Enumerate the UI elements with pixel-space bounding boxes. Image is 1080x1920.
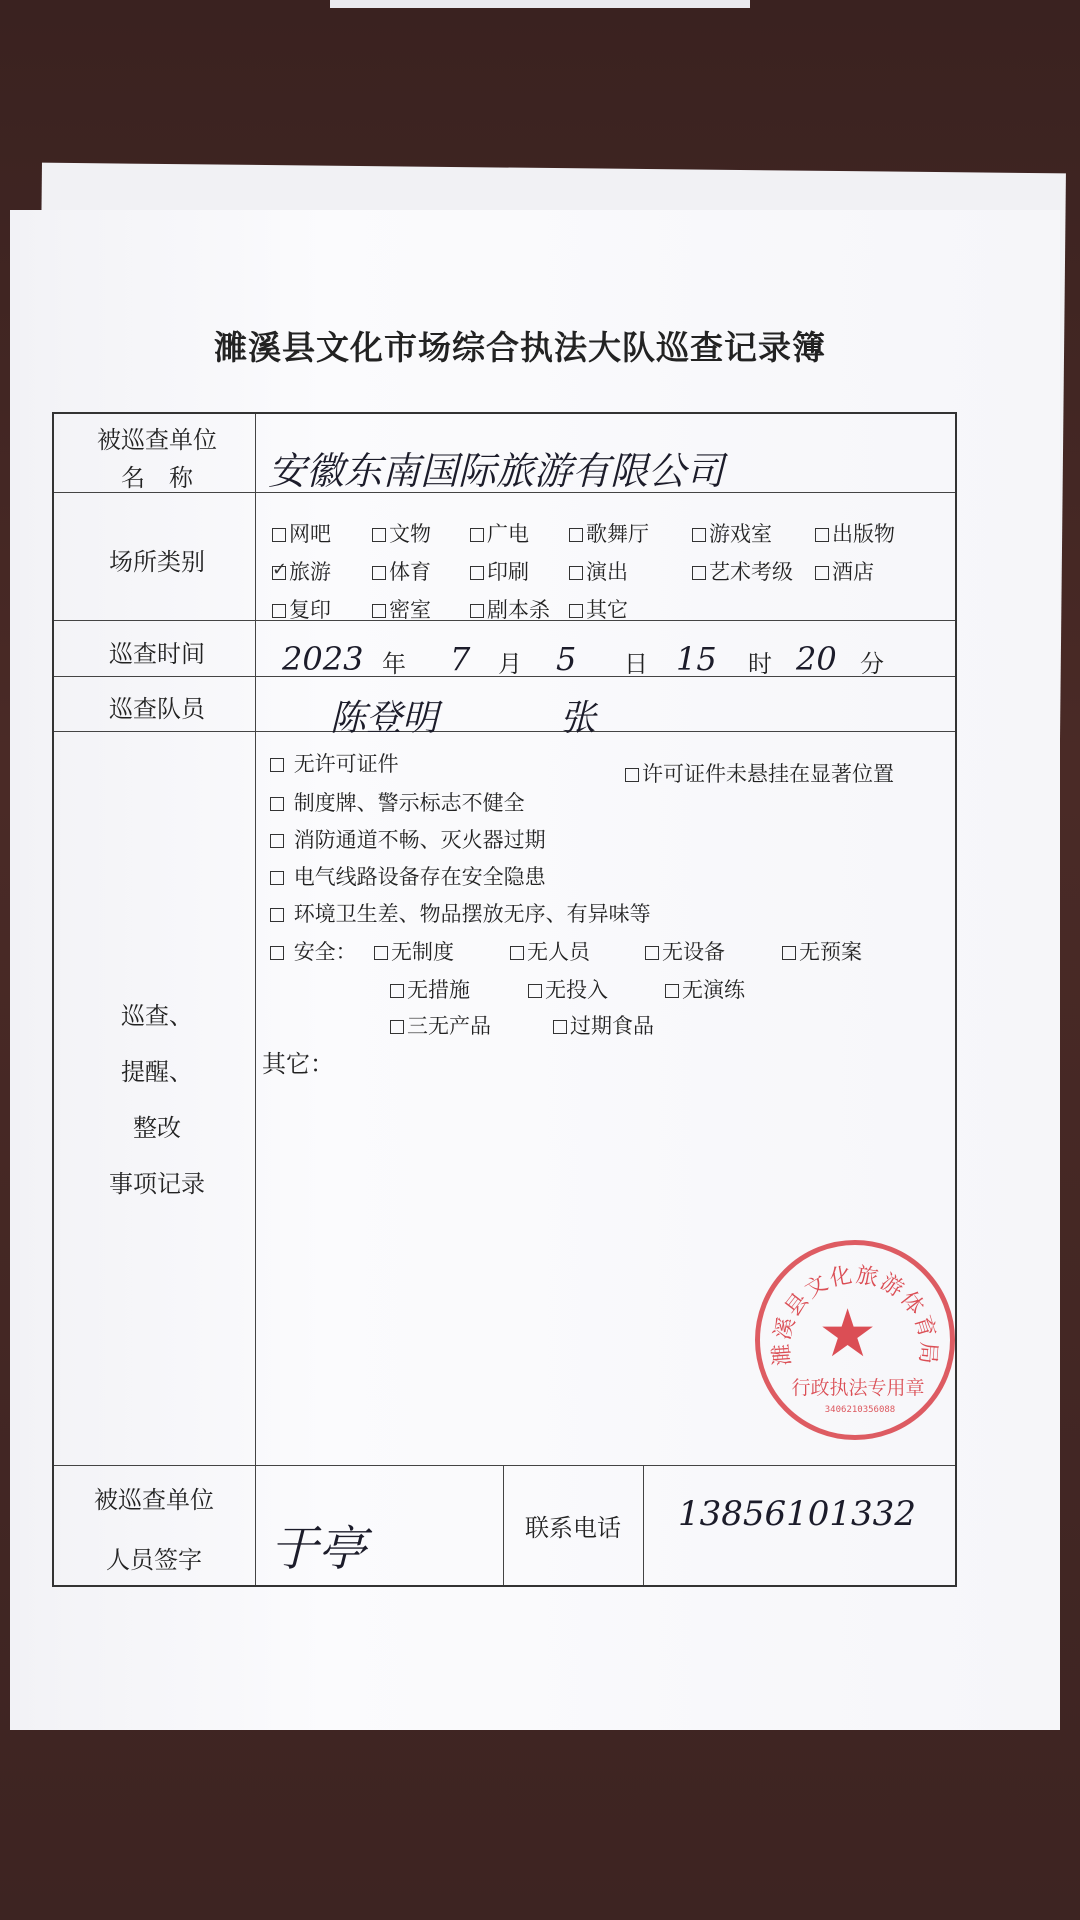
signature-label-line-2: 人员签字 (106, 1546, 202, 1574)
venue-label: 场所类别 (109, 548, 205, 576)
checkbox[interactable] (528, 984, 542, 998)
venue-option: 游戏室 (692, 518, 772, 548)
column-divider (255, 414, 256, 1585)
venue-option: 歌舞厅 (569, 518, 649, 548)
checkbox[interactable] (510, 946, 524, 960)
checkbox[interactable] (553, 1020, 567, 1034)
checkbox[interactable] (569, 604, 583, 618)
time-month-unit: 月 (498, 650, 522, 678)
time-minute: 20 (796, 640, 837, 678)
venue-option: 艺术考级 (692, 556, 793, 586)
checkbox[interactable] (390, 1020, 404, 1034)
column-divider (503, 1465, 504, 1585)
safety-option: 无制度 (374, 936, 454, 966)
safety-option: 无设备 (645, 936, 725, 966)
venue-option: 出版物 (815, 518, 895, 548)
record-item-hygiene: 环境卫生差、物品摆放无序、有异味等 (270, 898, 651, 928)
checkbox[interactable] (372, 566, 386, 580)
records-other-label: 其它： (262, 1050, 334, 1078)
venue-option: 复印 (272, 594, 331, 624)
seal-star-icon: ★ (818, 1295, 878, 1372)
checkbox[interactable] (390, 984, 404, 998)
checkbox[interactable] (645, 946, 659, 960)
checkbox[interactable] (272, 528, 286, 542)
checkbox[interactable] (374, 946, 388, 960)
safety-option: 过期食品 (553, 1010, 654, 1040)
time-day-unit: 日 (624, 650, 648, 678)
venue-option: 体育 (372, 556, 431, 586)
phone-label: 联系电话 (525, 1514, 621, 1542)
checkbox[interactable] (815, 566, 829, 580)
official-seal (755, 1240, 955, 1440)
signature-label-line-1: 被巡查单位 (94, 1486, 214, 1514)
venue-option: 文物 (372, 518, 431, 548)
venue-option: ✓旅游 (272, 556, 331, 586)
checkbox[interactable] (692, 566, 706, 580)
seal-subtitle: 行政执法专用章 (791, 1377, 925, 1399)
records-label-line-2: 提醒、 (121, 1058, 193, 1086)
venue-option: 其它 (569, 594, 628, 624)
time-year-unit: 年 (382, 650, 406, 678)
record-item-license-not-displayed: 许可证件未悬挂在显著位置 (625, 758, 894, 788)
signature-value: 于亭 (270, 1521, 367, 1577)
row-divider (54, 731, 955, 732)
checkbox[interactable] (470, 566, 484, 580)
seal-code: 3406210356088 (824, 1405, 896, 1415)
time-label: 巡查时间 (109, 640, 205, 668)
records-label-line-3: 整改 (133, 1114, 181, 1142)
checkbox[interactable] (272, 604, 286, 618)
time-year: 2023 (282, 640, 364, 678)
checkbox[interactable] (782, 946, 796, 960)
checkbox[interactable] (372, 604, 386, 618)
background-paper-corner (330, 0, 750, 8)
unit-label-line-2: 名 称 (121, 464, 193, 492)
checkbox[interactable] (470, 604, 484, 618)
record-item-fire-safety: 消防通道不畅、灭火器过期 (270, 824, 546, 854)
document-title: 濉溪县文化市场综合执法大队巡查记录簿 (214, 328, 826, 367)
checkbox[interactable] (372, 528, 386, 542)
checkbox[interactable] (270, 797, 284, 811)
checkbox[interactable] (815, 528, 829, 542)
venue-option: 印刷 (470, 556, 529, 586)
checkbox[interactable] (270, 871, 284, 885)
time-hour: 15 (676, 640, 717, 678)
checkbox[interactable] (692, 528, 706, 542)
time-minute-unit: 分 (860, 650, 884, 678)
staff-member-1: 陈登明 (330, 698, 439, 739)
unit-name-value: 安徽东南国际旅游有限公司 (268, 449, 725, 493)
checkbox[interactable] (270, 834, 284, 848)
venue-option: 剧本杀 (470, 594, 550, 624)
safety-option: 三无产品 (390, 1010, 491, 1040)
safety-option: 无演练 (665, 974, 745, 1004)
phone-value: 13856101332 (678, 1494, 916, 1534)
venue-option: 网吧 (272, 518, 331, 548)
safety-option: 无人员 (510, 936, 590, 966)
time-hour-unit: 时 (748, 650, 772, 678)
staff-label: 巡查队员 (109, 695, 205, 723)
venue-option: 广电 (470, 518, 529, 548)
checkbox[interactable] (665, 984, 679, 998)
checkbox[interactable] (272, 566, 286, 580)
record-item-no-license: 无许可证件 (270, 748, 399, 778)
checkbox[interactable] (270, 908, 284, 922)
checkbox[interactable] (270, 946, 284, 960)
venue-option: 演出 (569, 556, 628, 586)
unit-label-line-1: 被巡查单位 (97, 426, 217, 454)
record-item-electrical: 电气线路设备存在安全隐患 (270, 861, 546, 891)
records-label-line-4: 事项记录 (109, 1170, 205, 1198)
record-item-signage: 制度牌、警示标志不健全 (270, 787, 525, 817)
checkbox[interactable] (569, 566, 583, 580)
checkbox[interactable] (470, 528, 484, 542)
time-day: 5 (556, 640, 577, 678)
checkbox[interactable] (270, 758, 284, 772)
record-item-safety: 安全： (270, 936, 357, 966)
venue-option: 酒店 (815, 556, 874, 586)
row-divider (54, 1465, 955, 1466)
time-month: 7 (450, 640, 471, 678)
safety-option: 无措施 (390, 974, 470, 1004)
safety-option: 无预案 (782, 936, 862, 966)
safety-option: 无投入 (528, 974, 608, 1004)
venue-option: 密室 (372, 594, 431, 624)
checkbox[interactable] (569, 528, 583, 542)
column-divider (643, 1465, 644, 1585)
records-label-line-1: 巡查、 (121, 1002, 193, 1030)
staff-member-2: 张 (560, 698, 597, 739)
checkbox[interactable] (625, 768, 639, 782)
seal-text: 濉溪县文化旅游体育局 (769, 1262, 941, 1367)
